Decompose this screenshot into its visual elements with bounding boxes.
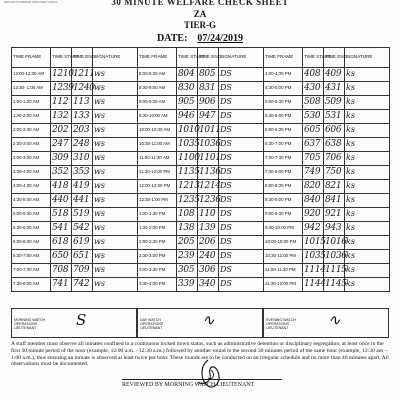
signature-cell: DS: [219, 96, 264, 110]
time-frame-cell: 1:00-1:30 PM: [138, 208, 177, 222]
table-row: [12, 68, 390, 82]
time-end-cell: 240: [198, 250, 219, 264]
time-frame-cell: 8:30-9:00 PM: [264, 194, 303, 208]
col-header-time-frame: TIME FRAME: [264, 48, 303, 68]
time-start-cell: 1015: [303, 236, 324, 250]
time-start-cell: 247: [51, 138, 72, 152]
reviewer-signature-line: [122, 379, 282, 380]
time-start-cell: 1035: [177, 138, 198, 152]
time-start-cell: 1100: [177, 152, 198, 166]
time-frame-cell: 9:30-10:00 AM: [138, 110, 177, 124]
signature-cell: ws: [93, 152, 138, 166]
time-start-cell: 1213: [177, 180, 198, 194]
col-header-time-end: TIME END: [198, 48, 219, 68]
time-end-cell: 921: [324, 208, 345, 222]
time-start-cell: 108: [177, 208, 198, 222]
time-start-cell: 749: [303, 166, 324, 180]
time-frame-cell: 10:00-10:30 PM: [264, 236, 303, 250]
unit-label: ZA: [193, 9, 207, 19]
time-start-cell: 1114: [303, 264, 324, 278]
time-start-cell: 741: [51, 278, 72, 292]
time-frame-cell: 2:00-2:30 PM: [138, 236, 177, 250]
signature-cell: ks: [345, 222, 390, 236]
signature-cell: ws: [93, 82, 138, 96]
time-end-cell: 306: [198, 264, 219, 278]
time-frame-cell: 6:30-7:00 AM: [12, 250, 51, 264]
time-frame-cell: 5:00-5:30 PM: [264, 96, 303, 110]
table-row: [12, 138, 390, 152]
signature-cell: DS: [219, 166, 264, 180]
time-start-cell: 1010: [177, 124, 198, 138]
signature-cell: ks: [345, 138, 390, 152]
signature-cell: DS: [219, 82, 264, 96]
time-start-cell: 239: [177, 250, 198, 264]
time-start-cell: 820: [303, 180, 324, 194]
time-start-cell: 138: [177, 222, 198, 236]
time-end-cell: 805: [198, 68, 219, 82]
time-start-cell: 920: [303, 208, 324, 222]
signature-cell: ks: [345, 236, 390, 250]
time-frame-cell: 7:00-7:30 PM: [264, 152, 303, 166]
signature-cell: DS: [219, 222, 264, 236]
signature-cell: ws: [93, 138, 138, 152]
time-end-cell: 709: [72, 264, 93, 278]
time-end-cell: 1145: [324, 278, 345, 292]
tier-label: TIER-G: [183, 20, 216, 30]
time-start-cell: 408: [303, 68, 324, 82]
table-body: [12, 68, 390, 292]
time-frame-cell: 12:00-12:30 AM: [12, 68, 51, 82]
col-header-time-frame: TIME FRAME: [12, 48, 51, 68]
table-row: [12, 222, 390, 236]
time-end-cell: 248: [72, 138, 93, 152]
time-frame-cell: 11:00-11:30 PM: [264, 264, 303, 278]
time-frame-cell: 8:30-9:00 AM: [138, 82, 177, 96]
signature-cell: ws: [93, 124, 138, 138]
time-end-cell: 542: [72, 222, 93, 236]
col-header-time-end: TIME END: [324, 48, 345, 68]
time-end-cell: 519: [72, 208, 93, 222]
evening-lieutenant-box: [263, 308, 389, 338]
signature-cell: ws: [93, 194, 138, 208]
time-end-cell: 821: [324, 180, 345, 194]
morning-lieutenant-box: [11, 308, 137, 338]
time-start-cell: 905: [177, 96, 198, 110]
time-start-cell: 202: [51, 124, 72, 138]
table-row: [12, 124, 390, 138]
time-frame-cell: 8:00-8:30 AM: [138, 68, 177, 82]
time-end-cell: 113: [72, 96, 93, 110]
time-start-cell: 1235: [177, 194, 198, 208]
table-header-row: [12, 48, 390, 68]
time-start-cell: 518: [51, 208, 72, 222]
signature-cell: DS: [219, 194, 264, 208]
signature-cell: ws: [93, 250, 138, 264]
time-start-cell: 305: [177, 264, 198, 278]
time-end-cell: 1240: [72, 82, 93, 96]
time-frame-cell: 4:30-5:00 AM: [12, 194, 51, 208]
time-start-cell: 352: [51, 166, 72, 180]
time-frame-cell: 3:00-3:30 AM: [12, 152, 51, 166]
signature-cell: ws: [93, 208, 138, 222]
time-frame-cell: 2:30-3:00 PM: [138, 250, 177, 264]
time-start-cell: 112: [51, 96, 72, 110]
time-frame-cell: 7:00-7:30 AM: [12, 264, 51, 278]
time-start-cell: 840: [303, 194, 324, 208]
time-end-cell: 638: [324, 138, 345, 152]
table-row: [12, 82, 390, 96]
time-end-cell: 353: [72, 166, 93, 180]
signature-cell: ws: [93, 236, 138, 250]
table-row: [12, 250, 390, 264]
time-start-cell: 541: [51, 222, 72, 236]
table-row: [12, 278, 390, 292]
time-end-cell: 606: [324, 124, 345, 138]
time-end-cell: 619: [72, 236, 93, 250]
time-end-cell: 1011: [198, 124, 219, 138]
time-end-cell: 706: [324, 152, 345, 166]
time-frame-cell: 10:30-11:00 AM: [138, 138, 177, 152]
signature-cell: ws: [93, 278, 138, 292]
time-end-cell: 947: [198, 110, 219, 124]
time-frame-cell: 6:00-6:30 AM: [12, 236, 51, 250]
time-frame-cell: 3:30-4:00 PM: [138, 278, 177, 292]
time-frame-cell: 1:00-1:30 AM: [12, 96, 51, 110]
signature-cell: DS: [219, 208, 264, 222]
time-end-cell: 1016: [324, 236, 345, 250]
table-row: [12, 180, 390, 194]
time-frame-cell: 1:30-2:00 AM: [12, 110, 51, 124]
time-frame-cell: 3:00-3:30 PM: [138, 264, 177, 278]
time-end-cell: 1214: [198, 180, 219, 194]
time-frame-cell: 2:30-3:00 AM: [12, 138, 51, 152]
time-end-cell: 1036: [324, 250, 345, 264]
table-row: [12, 96, 390, 110]
time-frame-cell: 6:30-7:00 PM: [264, 138, 303, 152]
time-start-cell: 1144: [303, 278, 324, 292]
signature-cell: DS: [219, 138, 264, 152]
time-start-cell: 205: [177, 236, 198, 250]
signature-cell: ks: [345, 68, 390, 82]
time-start-cell: 132: [51, 110, 72, 124]
time-end-cell: 1115: [324, 264, 345, 278]
time-frame-cell: 4:00-4:30 PM: [264, 68, 303, 82]
time-end-cell: 133: [72, 110, 93, 124]
time-end-cell: 831: [198, 82, 219, 96]
time-frame-cell: 7:30-8:00 AM: [12, 278, 51, 292]
signature-cell: ws: [93, 166, 138, 180]
time-end-cell: 340: [198, 278, 219, 292]
time-start-cell: 508: [303, 96, 324, 110]
signature-cell: ws: [93, 110, 138, 124]
time-start-cell: 804: [177, 68, 198, 82]
lieutenant-label: MORNING WATCH OPERATIONS LIEUTENANT: [14, 318, 46, 331]
handwritten-signature: S: [76, 311, 87, 329]
table-row: [12, 194, 390, 208]
time-frame-cell: 11:30-12:00 PM: [138, 166, 177, 180]
table-row: [12, 152, 390, 166]
time-frame-cell: 10:00-10:30 AM: [138, 124, 177, 138]
signature-cell: ws: [93, 180, 138, 194]
time-frame-cell: 7:30-8:00 PM: [264, 166, 303, 180]
time-start-cell: 946: [177, 110, 198, 124]
time-end-cell: 1101: [198, 152, 219, 166]
reviewed-by-label: REVIEWED BY MORNING WATCH LIEUTENANT: [122, 382, 255, 388]
welfare-check-table: [11, 47, 390, 292]
time-end-cell: 1236: [198, 194, 219, 208]
time-start-cell: 440: [51, 194, 72, 208]
signature-cell: ks: [345, 264, 390, 278]
time-frame-cell: 11:30-12:00 PM: [264, 278, 303, 292]
time-frame-cell: 4:30-5:00 PM: [264, 82, 303, 96]
sheet-title: 30 MINUTE WELFARE CHECK SHEET: [111, 0, 289, 7]
signature-cell: DS: [219, 110, 264, 124]
time-start-cell: 339: [177, 278, 198, 292]
signature-cell: ks: [345, 180, 390, 194]
policy-note: A staff member must observe all inmates confined in a continuous locked down status, such as administrative detention or disciplinary segregation, at least once in the first 30 minute period of the hour (example, 12:00 a.m. - 12:30 a.m.) followed by another round in the second 30 minutes period of the same hour (example, 12:30 am – 1:00 a.m.), thus ensuring an inmate is observed at least twice per hour. These rounds are to be conducted on an irregular schedule and no more than 40 minutes apart. All observations must be documented.: [11, 341, 389, 368]
time-end-cell: 441: [72, 194, 93, 208]
lieutenant-label: DAY WATCH OPERATIONS LIEUTENANT: [140, 318, 164, 331]
time-end-cell: 310: [72, 152, 93, 166]
signature-cell: ks: [345, 208, 390, 222]
time-start-cell: 1239: [51, 82, 72, 96]
time-end-cell: 841: [324, 194, 345, 208]
col-header-time-end: TIME END: [72, 48, 93, 68]
time-end-cell: 1136: [198, 166, 219, 180]
signature-cell: ws: [93, 68, 138, 82]
signature-cell: ks: [345, 124, 390, 138]
col-header-time-start: TIME START: [51, 48, 72, 68]
time-end-cell: 110: [198, 208, 219, 222]
signature-cell: ks: [345, 166, 390, 180]
signature-cell: ks: [345, 110, 390, 124]
time-start-cell: 1035: [303, 250, 324, 264]
time-frame-cell: 12:30- 1:00 AM: [12, 82, 51, 96]
signature-cell: ks: [345, 82, 390, 96]
handwritten-signature: ∿: [328, 311, 341, 329]
date-label: DATE:: [157, 33, 188, 44]
time-end-cell: 431: [324, 82, 345, 96]
signature-cell: DS: [219, 152, 264, 166]
table-row: [12, 236, 390, 250]
time-end-cell: 742: [72, 278, 93, 292]
time-frame-cell: 9:00-9:30 PM: [264, 208, 303, 222]
time-frame-cell: 1:30-2:00 PM: [138, 222, 177, 236]
time-start-cell: 605: [303, 124, 324, 138]
time-end-cell: 750: [324, 166, 345, 180]
time-start-cell: 309: [51, 152, 72, 166]
time-frame-cell: 11:00-11:30 AM: [138, 152, 177, 166]
table-row: [12, 264, 390, 278]
date-value: 07/24/2019: [197, 33, 243, 44]
signature-cell: DS: [219, 236, 264, 250]
time-start-cell: 830: [177, 82, 198, 96]
signature-cell: ws: [93, 96, 138, 110]
time-frame-cell: 9:00-9:30 AM: [138, 96, 177, 110]
corner-note: SECURITY/INMATE WELFARE CHECK: [4, 0, 58, 4]
time-end-cell: 206: [198, 236, 219, 250]
time-frame-cell: 5:00-5:30 AM: [12, 208, 51, 222]
time-end-cell: 509: [324, 96, 345, 110]
signature-cell: DS: [219, 68, 264, 82]
time-frame-cell: 5:30-6:00 AM: [12, 222, 51, 236]
time-frame-cell: 5:30-6:00 PM: [264, 110, 303, 124]
col-header-time-start: TIME START: [303, 48, 324, 68]
signature-cell: ws: [93, 222, 138, 236]
signature-cell: ks: [345, 250, 390, 264]
col-header-signature: SIGNATURE: [345, 48, 390, 68]
time-end-cell: 1211: [72, 68, 93, 82]
time-start-cell: 650: [51, 250, 72, 264]
time-frame-cell: 6:00-6:30 PM: [264, 124, 303, 138]
day-lieutenant-box: [137, 308, 263, 338]
time-start-cell: 705: [303, 152, 324, 166]
date-line: [0, 33, 400, 44]
signature-cell: DS: [219, 124, 264, 138]
signature-cell: ws: [93, 264, 138, 278]
time-end-cell: 906: [198, 96, 219, 110]
time-start-cell: 637: [303, 138, 324, 152]
time-end-cell: 531: [324, 110, 345, 124]
signature-cell: DS: [219, 278, 264, 292]
time-frame-cell: 8:00-8:30 PM: [264, 180, 303, 194]
time-start-cell: 530: [303, 110, 324, 124]
table-row: [12, 208, 390, 222]
time-start-cell: 618: [51, 236, 72, 250]
time-end-cell: 1036: [198, 138, 219, 152]
time-start-cell: 418: [51, 180, 72, 194]
time-frame-cell: 10:30-11:00 PM: [264, 250, 303, 264]
signature-cell: ks: [345, 194, 390, 208]
signature-cell: ks: [345, 96, 390, 110]
time-end-cell: 943: [324, 222, 345, 236]
col-header-time-start: TIME START: [177, 48, 198, 68]
time-start-cell: 708: [51, 264, 72, 278]
signature-cell: ks: [345, 278, 390, 292]
table-row: [12, 166, 390, 180]
signature-cell: DS: [219, 250, 264, 264]
time-end-cell: 203: [72, 124, 93, 138]
time-frame-cell: 12:00-12:30 PM: [138, 180, 177, 194]
time-start-cell: 1210: [51, 68, 72, 82]
table-row: [12, 110, 390, 124]
time-end-cell: 409: [324, 68, 345, 82]
col-header-signature: SIGNATURE: [93, 48, 138, 68]
time-frame-cell: 12:30-1:00 PM: [138, 194, 177, 208]
col-header-signature: SIGNATURE: [219, 48, 264, 68]
col-header-time-frame: TIME FRAME: [138, 48, 177, 68]
time-end-cell: 651: [72, 250, 93, 264]
signature-cell: ks: [345, 152, 390, 166]
lieutenant-label: EVENING WATCH OPERATIONS LIEUTENANT: [266, 318, 296, 331]
time-frame-cell: 9:30-10:00 PM: [264, 222, 303, 236]
signature-cell: DS: [219, 264, 264, 278]
time-frame-cell: 3:30-4:00 AM: [12, 166, 51, 180]
time-start-cell: 1135: [177, 166, 198, 180]
time-frame-cell: 4:00-4:30 AM: [12, 180, 51, 194]
time-frame-cell: 2:00-2:30 AM: [12, 124, 51, 138]
time-end-cell: 419: [72, 180, 93, 194]
lieutenant-signature-row: [11, 308, 389, 338]
time-start-cell: 942: [303, 222, 324, 236]
time-start-cell: 430: [303, 82, 324, 96]
time-end-cell: 139: [198, 222, 219, 236]
handwritten-signature: ∿: [202, 311, 215, 329]
signature-cell: DS: [219, 180, 264, 194]
